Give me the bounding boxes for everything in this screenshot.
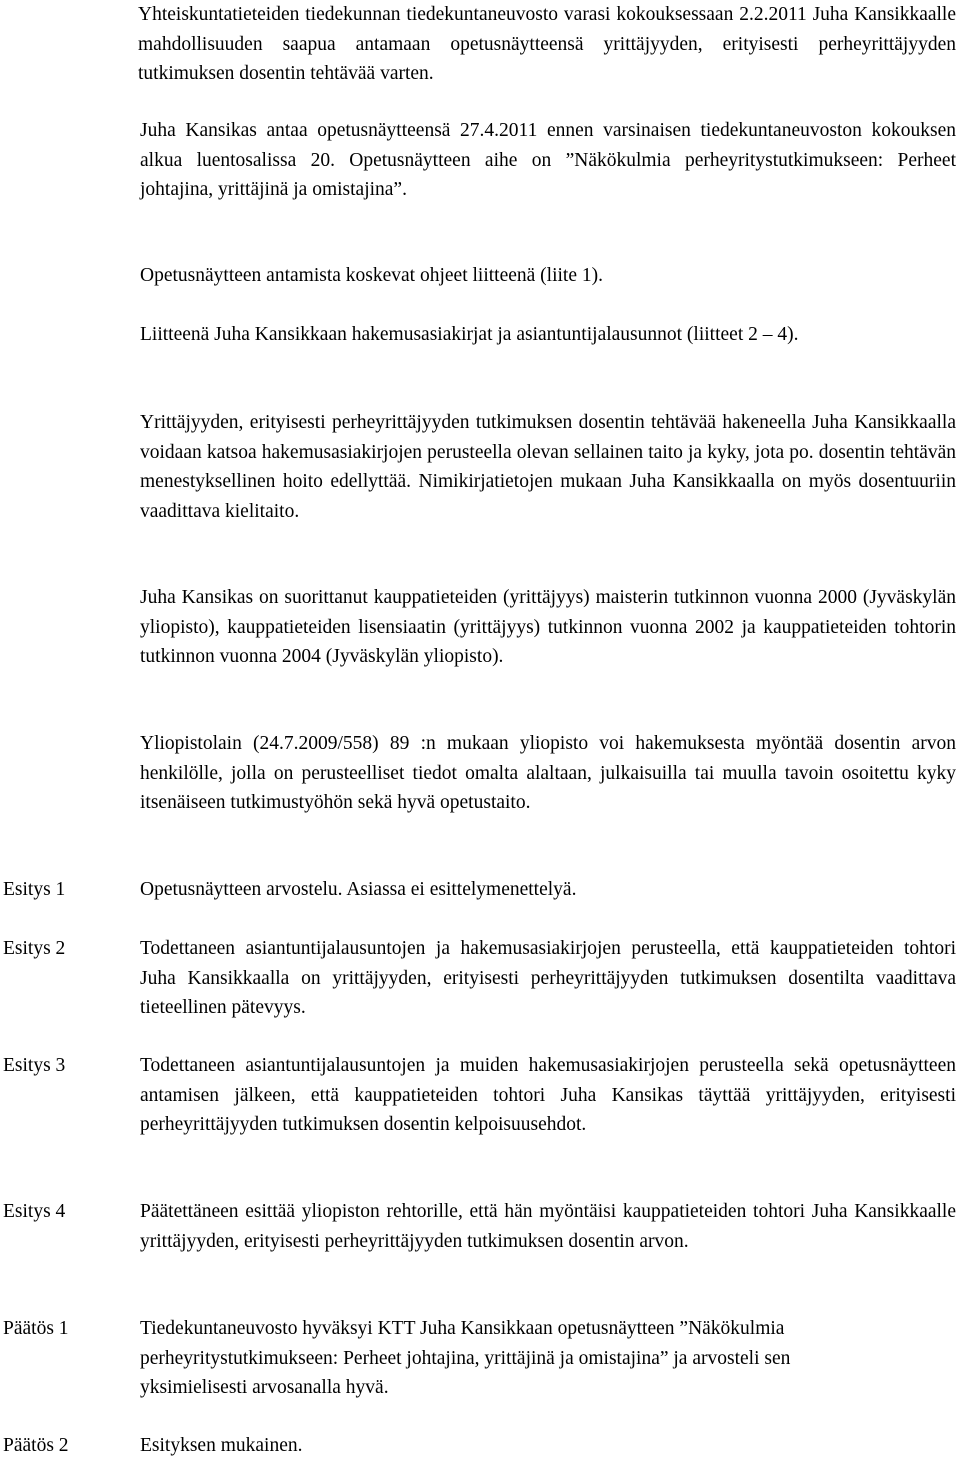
item-label-esitys-1: Esitys 1 [3, 879, 66, 900]
item-text-esitys-3: Todettaneen asiantuntijalausuntojen ja muiden hakemusasiakirjojen perusteella sekä opetusnäytteen antamisen jälkeen, että kauppatieteiden tohtori Juha Kansikas täyttää yrittäjyyden, erityisesti perheyrittäjyyden tutkimuksen dosentin kelpoisuusehdot. [140, 1055, 956, 1135]
teaching-demo-paragraph: Juha Kansikas antaa opetusnäytteensä 27.4.2011 ennen varsinaisen tiedekuntaneuvoston kokouksen alkua luentosalissa 20. Opetusnäytteen aihe on ”Näkökulmia perheyritystutkimukseen: Perheet johtajina, yrittäjinä ja omistajina”. [140, 120, 956, 200]
item-text-paatos-2: Esityksen mukainen. [140, 1435, 303, 1456]
instructions-paragraph: Opetusnäytteen antamista koskevat ohjeet liitteenä (liite 1). [140, 265, 603, 286]
item-label-esitys-3: Esitys 3 [3, 1055, 66, 1076]
item-label-paatos-1: Päätös 1 [3, 1318, 69, 1339]
item-label-esitys-2: Esitys 2 [3, 938, 66, 959]
item-text-esitys-2: Todettaneen asiantuntijalausuntojen ja hakemusasiakirjojen perusteella, että kauppatieteiden tohtori Juha Kansikkaalla on yrittäjyyden, erityisesti perheyrittäjyyden tutkimuksen dosentilta vaadittava tieteellinen pätevyys. [140, 938, 956, 1018]
item-text-esitys-1: Opetusnäytteen arvostelu. Asiassa ei esittelymenettelyä. [140, 879, 577, 900]
qualification-paragraph: Yrittäjyyden, erityisesti perheyrittäjyyden tutkimuksen dosentin tehtävää hakeneella Juha Kansikkaalla voidaan katsoa hakemusasiakirjojen perusteella olevan sellainen taito ja kyky, jota po. dosentin tehtävän menestyksellinen hoito edellyttää. Nimikirjatietojen mukaan Juha Kansikkaalla on myös dosentuuriin vaadittava kielitaito. [140, 412, 956, 522]
attachments-paragraph: Liitteenä Juha Kansikkaan hakemusasiakirjat ja asiantuntijalausunnot (liitteet 2 – 4). [140, 324, 799, 345]
university-act-paragraph: Yliopistolain (24.7.2009/558) 89 :n mukaan yliopisto voi hakemuksesta myöntää dosentin arvon henkilölle, jolla on perusteelliset tiedot omalta alaltaan, julkaisuilla tai muulla tavoin osoitettu kyky itsenäiseen tutkimustyöhön sekä hyvä opetustaito. [140, 733, 956, 813]
item-text-paatos-1: Tiedekuntaneuvosto hyväksyi KTT Juha Kansikkaan opetusnäytteen ”Näkökulmia perheyritystutkimukseen: Perheet johtajina, yrittäjinä ja omistajina” ja arvosteli sen yksimielisesti arvosanalla hyvä. [140, 1318, 791, 1398]
intro-paragraph: Yhteiskuntatieteiden tiedekunnan tiedekuntaneuvosto varasi kokouksessaan 2.2.2011 Juha Kansikkaalle mahdollisuuden saapua antamaan opetusnäytteensä yrittäjyyden, erityisesti perheyrittäjyyden tutkimuksen dosentin tehtävää varten. [138, 4, 956, 84]
degrees-paragraph: Juha Kansikas on suorittanut kauppatieteiden (yrittäjyys) maisterin tutkinnon vuonna 2000 (Jyväskylän yliopisto), kauppatieteiden lisensiaatin (yrittäjyys) tutkinnon vuonna 2002 ja kauppatieteiden tohtorin tutkinnon vuonna 2004 (Jyväskylän yliopisto). [140, 587, 956, 667]
item-label-esitys-4: Esitys 4 [3, 1201, 66, 1222]
item-label-paatos-2: Päätös 2 [3, 1435, 69, 1456]
item-text-esitys-4: Päätettäneen esittää yliopiston rehtorille, että hän myöntäisi kauppatieteiden tohtori Juha Kansikkaalle yrittäjyyden, erityisesti perheyrittäjyyden tutkimuksen dosentin arvon. [140, 1201, 956, 1252]
